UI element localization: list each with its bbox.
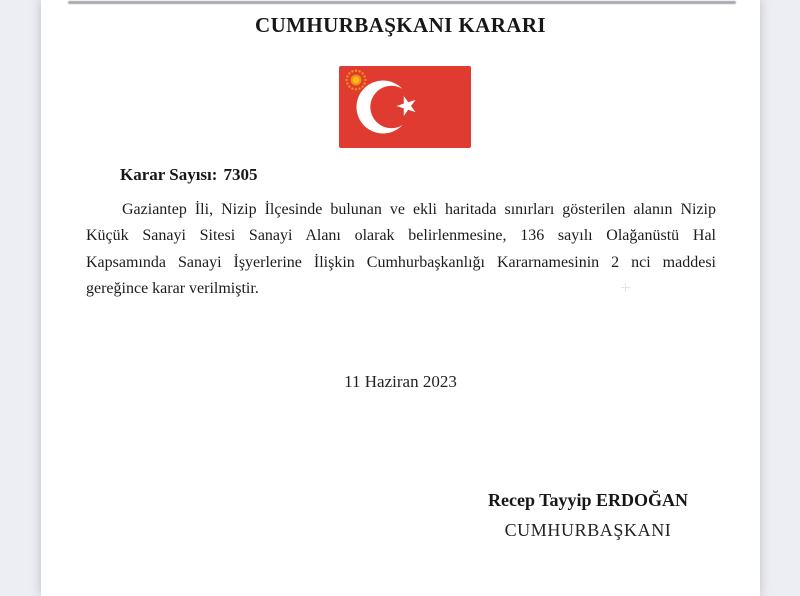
body-line: Gaziantep İli, Nizip İlçesinde bulunan ve ekli haritada sınırları gösterilen alanın Nizip — [122, 201, 716, 218]
smudge-artifact — [621, 283, 630, 292]
decision-number-label: Karar Sayısı: — [120, 165, 218, 184]
document-title: CUMHURBAŞKANI KARARI — [255, 13, 546, 37]
signature-title: CUMHURBAŞKANI — [504, 520, 672, 540]
body-line: Küçük Sanayi Sitesi Sanayi Alanı olarak belirlenmesine, 136 sayılı Olağanüstü Hal — [86, 227, 716, 245]
signature-block — [438, 485, 738, 545]
decision-date: 11 Haziran 2023 — [344, 372, 457, 391]
decision-number-value: 7305 — [223, 165, 258, 184]
body-line: gereğince karar verilmiştir. — [86, 280, 259, 298]
signature-name: Recep Tayyip ERDOĞAN — [487, 490, 689, 510]
decision-number — [120, 165, 257, 185]
turkish-presidential-flag-icon — [339, 66, 471, 148]
page-top-edge — [68, 1, 736, 4]
body-line: Kapsamında Sanayi İşyerlerine İlişkin Cumhurbaşkanlığı Kararnamesinin 2 nci maddesi — [86, 253, 716, 271]
